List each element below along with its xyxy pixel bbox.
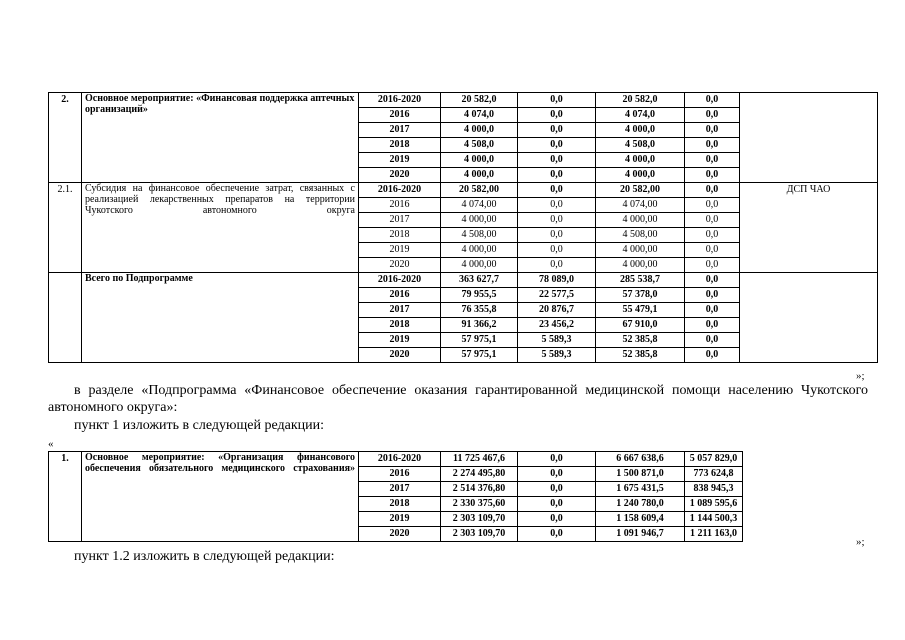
cell-federal-budget: 0,0 — [518, 512, 596, 527]
cell-district-budget: 4 000,0 — [596, 153, 685, 168]
cell-period: 2018 — [359, 497, 441, 512]
cell-total: 4 000,00 — [441, 243, 518, 258]
cell-district-budget: 4 000,0 — [596, 123, 685, 138]
cell-total: 20 582,00 — [441, 183, 518, 198]
cell-district-budget: 4 508,00 — [596, 228, 685, 243]
cell-other-funds: 838 945,3 — [685, 482, 743, 497]
cell-federal-budget: 0,0 — [518, 452, 596, 467]
cell-district-budget: 285 538,7 — [596, 273, 685, 288]
cell-period: 2020 — [359, 258, 441, 273]
cell-total: 4 074,0 — [441, 108, 518, 123]
cell-period: 2017 — [359, 213, 441, 228]
cell-period: 2016-2020 — [359, 93, 441, 108]
cell-total: 4 000,00 — [441, 258, 518, 273]
cell-federal-budget: 22 577,5 — [518, 288, 596, 303]
cell-federal-budget: 0,0 — [518, 213, 596, 228]
cell-district-budget: 4 074,0 — [596, 108, 685, 123]
cell-federal-budget: 0,0 — [518, 108, 596, 123]
row-description: Основное мероприятие: «Финансовая поддержка аптечных организаций» — [82, 93, 359, 183]
cell-total: 4 000,0 — [441, 153, 518, 168]
cell-district-budget: 55 479,1 — [596, 303, 685, 318]
cell-federal-budget: 0,0 — [518, 258, 596, 273]
cell-district-budget: 52 385,8 — [596, 348, 685, 363]
cell-other-funds: 1 211 163,0 — [685, 527, 743, 542]
cell-executor — [740, 273, 878, 363]
cell-total: 91 366,2 — [441, 318, 518, 333]
cell-other-funds: 1 089 595,6 — [685, 497, 743, 512]
cell-district-budget: 1 158 609,4 — [596, 512, 685, 527]
cell-period: 2018 — [359, 318, 441, 333]
cell-period: 2016 — [359, 467, 441, 482]
cell-total: 57 975,1 — [441, 348, 518, 363]
cell-district-budget: 4 000,00 — [596, 213, 685, 228]
cell-federal-budget: 78 089,0 — [518, 273, 596, 288]
cell-period: 2016 — [359, 288, 441, 303]
cell-district-budget: 4 074,00 — [596, 198, 685, 213]
cell-other-funds: 0,0 — [685, 138, 740, 153]
cell-district-budget: 4 508,0 — [596, 138, 685, 153]
cell-other-funds: 0,0 — [685, 318, 740, 333]
row-number — [49, 273, 82, 363]
cell-federal-budget: 20 876,7 — [518, 303, 596, 318]
row-description: Всего по Подпрограмме — [82, 273, 359, 363]
cell-federal-budget: 5 589,3 — [518, 333, 596, 348]
cell-period: 2019 — [359, 333, 441, 348]
cell-period: 2017 — [359, 303, 441, 318]
cell-federal-budget: 0,0 — [518, 527, 596, 542]
row-number: 1. — [49, 452, 82, 542]
cell-other-funds: 0,0 — [685, 303, 740, 318]
cell-district-budget: 52 385,8 — [596, 333, 685, 348]
cell-period: 2016-2020 — [359, 183, 441, 198]
cell-other-funds: 0,0 — [685, 228, 740, 243]
cell-executor: ДСП ЧАО — [740, 183, 878, 273]
cell-total: 4 508,0 — [441, 138, 518, 153]
cell-period: 2019 — [359, 153, 441, 168]
cell-total: 76 355,8 — [441, 303, 518, 318]
cell-period: 2019 — [359, 243, 441, 258]
budget-table-subprogram — [48, 92, 878, 363]
cell-total: 2 514 376,80 — [441, 482, 518, 497]
cell-other-funds: 773 624,8 — [685, 467, 743, 482]
cell-district-budget: 4 000,00 — [596, 258, 685, 273]
cell-other-funds: 0,0 — [685, 213, 740, 228]
cell-total: 4 508,00 — [441, 228, 518, 243]
table-row — [49, 452, 743, 467]
row-description: Основное мероприятие: «Организация финансового обеспечения обязательного медицинского страхования» — [82, 452, 359, 542]
cell-district-budget: 1 091 946,7 — [596, 527, 685, 542]
paragraph-section-intro: в разделе «Подпрограмма «Финансовое обеспечение оказания гарантированной медицинской помощи населению Чукотского автономного округа»: — [48, 383, 868, 415]
cell-period: 2016-2020 — [359, 452, 441, 467]
item-1-instruction: пункт 1 изложить в следующей редакции: — [74, 418, 324, 433]
cell-federal-budget: 0,0 — [518, 138, 596, 153]
cell-district-budget: 67 910,0 — [596, 318, 685, 333]
cell-total: 2 303 109,70 — [441, 527, 518, 542]
cell-federal-budget: 0,0 — [518, 93, 596, 108]
cell-other-funds: 0,0 — [685, 198, 740, 213]
cell-period: 2017 — [359, 123, 441, 138]
table-row — [49, 183, 878, 198]
cell-period: 2020 — [359, 348, 441, 363]
cell-other-funds: 0,0 — [685, 108, 740, 123]
cell-federal-budget: 5 589,3 — [518, 348, 596, 363]
cell-total: 11 725 467,6 — [441, 452, 518, 467]
cell-total: 57 975,1 — [441, 333, 518, 348]
cell-period: 2018 — [359, 138, 441, 153]
cell-district-budget: 1 675 431,5 — [596, 482, 685, 497]
cell-district-budget: 57 378,0 — [596, 288, 685, 303]
row-number: 2. — [49, 93, 82, 183]
cell-district-budget: 6 667 638,6 — [596, 452, 685, 467]
cell-district-budget: 4 000,0 — [596, 168, 685, 183]
cell-period: 2019 — [359, 512, 441, 527]
cell-federal-budget: 0,0 — [518, 123, 596, 138]
cell-district-budget: 20 582,0 — [596, 93, 685, 108]
cell-total: 4 000,0 — [441, 123, 518, 138]
cell-other-funds: 0,0 — [685, 153, 740, 168]
cell-total: 363 627,7 — [441, 273, 518, 288]
cell-period: 2020 — [359, 168, 441, 183]
item-1-2-instruction: пункт 1.2 изложить в следующей редакции: — [74, 549, 335, 564]
cell-other-funds: 0,0 — [685, 93, 740, 108]
cell-total: 79 955,5 — [441, 288, 518, 303]
cell-total: 4 074,00 — [441, 198, 518, 213]
cell-federal-budget: 0,0 — [518, 497, 596, 512]
cell-other-funds: 0,0 — [685, 288, 740, 303]
cell-period: 2020 — [359, 527, 441, 542]
cell-other-funds: 5 057 829,0 — [685, 452, 743, 467]
table-row — [49, 273, 878, 288]
cell-federal-budget: 0,0 — [518, 243, 596, 258]
cell-district-budget: 1 240 780,0 — [596, 497, 685, 512]
cell-total: 4 000,0 — [441, 168, 518, 183]
cell-federal-budget: 0,0 — [518, 228, 596, 243]
cell-federal-budget: 0,0 — [518, 198, 596, 213]
cell-total: 2 274 495,80 — [441, 467, 518, 482]
cell-district-budget: 1 500 871,0 — [596, 467, 685, 482]
cell-period: 2016 — [359, 198, 441, 213]
closing-quote-1: »; — [856, 370, 865, 382]
cell-period: 2016 — [359, 108, 441, 123]
budget-table-item-1 — [48, 451, 743, 542]
cell-federal-budget: 0,0 — [518, 183, 596, 198]
cell-total: 2 303 109,70 — [441, 512, 518, 527]
cell-other-funds: 0,0 — [685, 168, 740, 183]
cell-federal-budget: 0,0 — [518, 168, 596, 183]
cell-other-funds: 0,0 — [685, 183, 740, 198]
cell-total: 4 000,00 — [441, 213, 518, 228]
cell-period: 2016-2020 — [359, 273, 441, 288]
table-row — [49, 93, 878, 108]
cell-federal-budget: 0,0 — [518, 482, 596, 497]
cell-other-funds: 0,0 — [685, 333, 740, 348]
cell-period: 2017 — [359, 482, 441, 497]
cell-other-funds: 0,0 — [685, 123, 740, 138]
row-description: Субсидия на финансовое обеспечение затрат, связанных с реализацией лекарственных препаратов на территории Чукотского автономного округа — [82, 183, 359, 273]
cell-federal-budget: 0,0 — [518, 153, 596, 168]
cell-executor — [740, 93, 878, 183]
cell-district-budget: 4 000,00 — [596, 243, 685, 258]
cell-federal-budget: 23 456,2 — [518, 318, 596, 333]
closing-quote-2: »; — [856, 536, 865, 548]
row-number: 2.1. — [49, 183, 82, 273]
cell-other-funds: 0,0 — [685, 273, 740, 288]
cell-other-funds: 0,0 — [685, 243, 740, 258]
cell-district-budget: 20 582,00 — [596, 183, 685, 198]
cell-other-funds: 1 144 500,3 — [685, 512, 743, 527]
cell-period: 2018 — [359, 228, 441, 243]
opening-quote: « — [48, 438, 54, 450]
cell-federal-budget: 0,0 — [518, 467, 596, 482]
cell-other-funds: 0,0 — [685, 258, 740, 273]
cell-other-funds: 0,0 — [685, 348, 740, 363]
cell-total: 2 330 375,60 — [441, 497, 518, 512]
cell-total: 20 582,0 — [441, 93, 518, 108]
